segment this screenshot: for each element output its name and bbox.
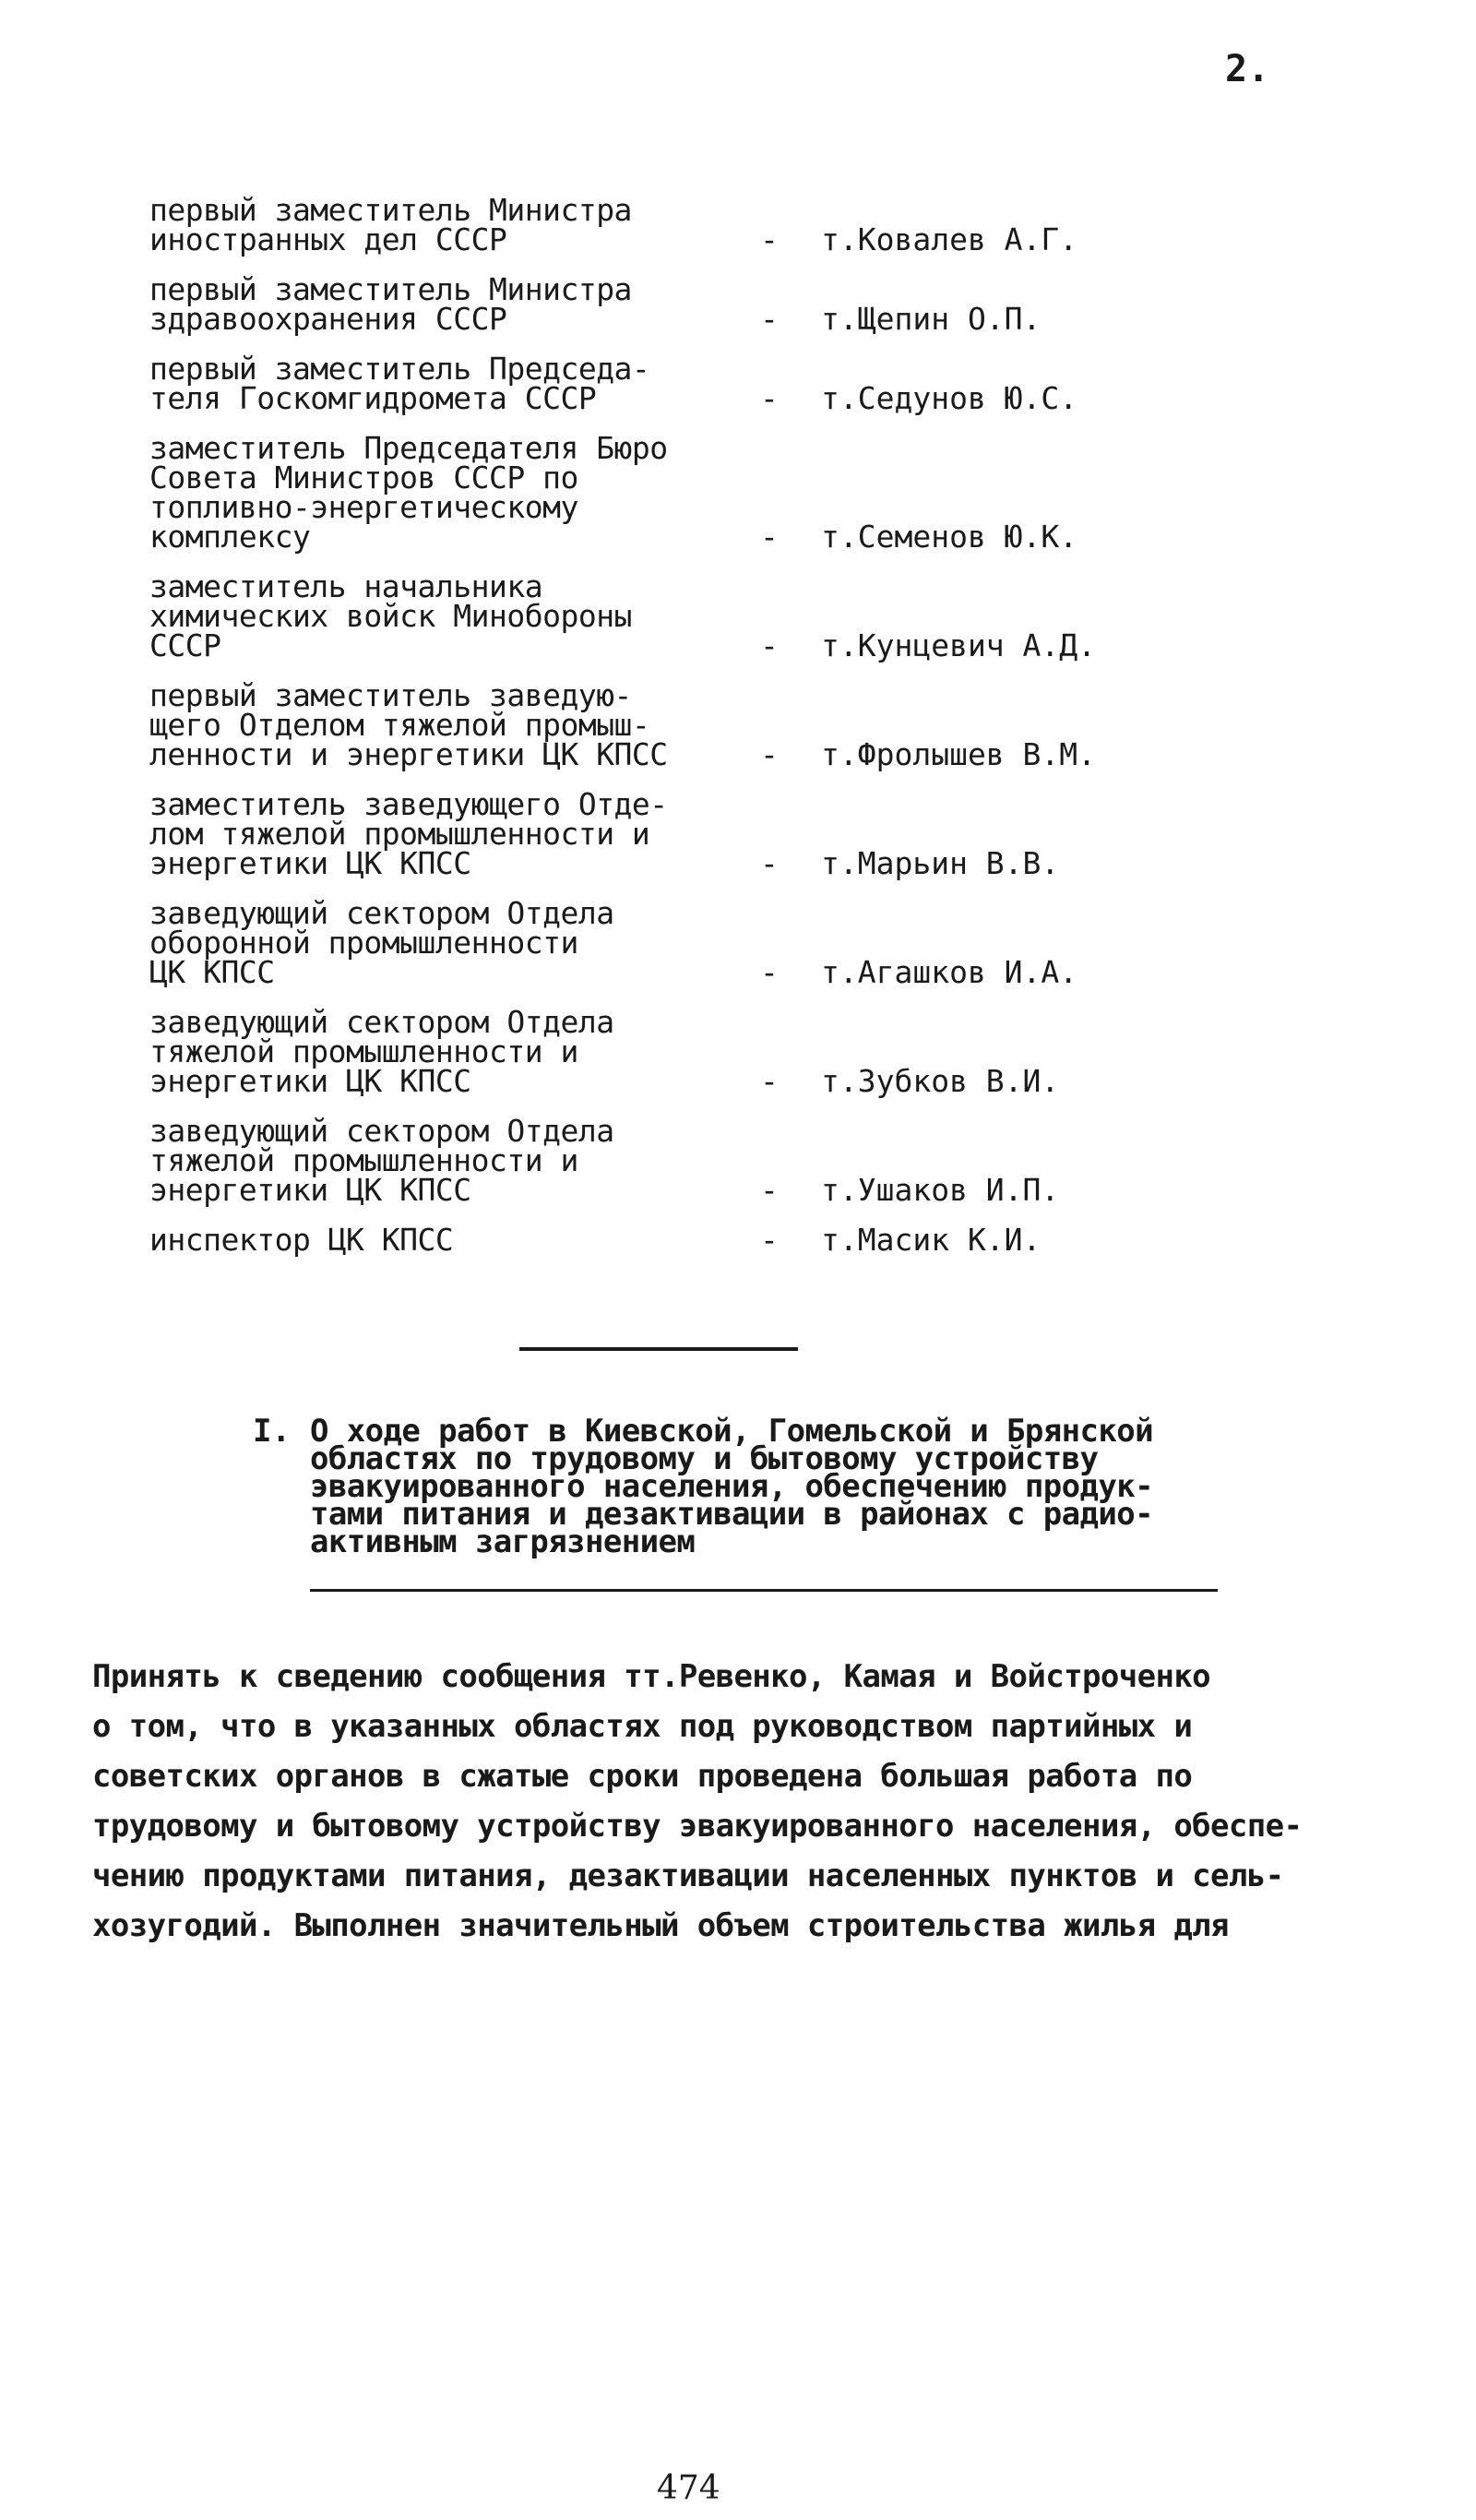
attendee-position: первый заместитель Министра здравоохранения СССР — [149, 271, 632, 337]
attendee-position: заведующий сектором Отдела тяжелой промышленности и энергетики ЦК КПСС — [149, 1004, 614, 1099]
agenda-item-title: О ходе работ в Киевской, Гомельской и Брянской областях по трудовому и бытовому устройству эвакуированного населения, обеспечению продук- тами питания и дезактивации в районах с радио- активным загрязнением — [310, 1413, 1154, 1560]
agenda-item-number: I. — [253, 1413, 291, 1450]
section-separator — [519, 1347, 798, 1351]
attendee-position: заведующий сектором Отдела оборонной промышленности ЦК КПСС — [149, 895, 614, 990]
attendee-name: т.Семенов Ю.К. — [821, 519, 1078, 555]
attendee-name: т.Фролышев В.М. — [821, 736, 1097, 772]
attendee-position: заместитель Председателя Бюро Совета Министров СССР по топливно-энергетическому комплексу — [149, 430, 668, 555]
attendee-name: т.Ушаков И.П. — [821, 1172, 1060, 1208]
attendee-name: т.Марьин В.В. — [821, 845, 1060, 881]
attendee-dash: - — [760, 1222, 779, 1258]
attendee-name: т.Щепин О.П. — [821, 301, 1042, 337]
attendee-row — [149, 351, 1303, 416]
attendee-dash: - — [760, 954, 779, 990]
attendee-position: заместитель начальника химических войск Минобороны СССР — [149, 568, 632, 663]
attendee-dash: - — [760, 736, 779, 772]
agenda-item — [253, 1413, 1231, 1560]
attendee-row — [149, 1222, 1303, 1258]
attendee-row — [149, 430, 1303, 555]
attendee-name: т.Масик К.И. — [821, 1222, 1042, 1258]
attendee-position: заместитель заведующего Отде- лом тяжелой промышленности и энергетики ЦК КПСС — [149, 786, 668, 881]
attendee-row — [149, 568, 1303, 663]
attendee-row — [149, 1113, 1303, 1208]
attendee-name: т.Кунцевич А.Д. — [821, 627, 1097, 663]
attendee-row — [149, 677, 1303, 772]
attendee-row — [149, 192, 1303, 257]
attendee-row — [149, 786, 1303, 881]
attendee-dash: - — [760, 1063, 779, 1099]
attendee-name: т.Седунов Ю.С. — [821, 380, 1078, 416]
attendee-dash: - — [760, 845, 779, 881]
attendee-dash: - — [760, 519, 779, 555]
attendee-position: заведующий сектором Отдела тяжелой промышленности и энергетики ЦК КПСС — [149, 1113, 614, 1208]
attendee-name: т.Ковалев А.Г. — [821, 221, 1078, 257]
attendee-list — [149, 192, 1303, 1275]
attendee-position: первый заместитель Председа- теля Госкомгидромета СССР — [149, 351, 650, 416]
resolution-paragraph: Принять к сведению сообщения тт.Ревенко, Камая и Войстроченко о том, что в указанных областях под руководством партийных и советских органов в сжатые сроки проведена большая работа по трудовому и бытовому устройству эвакуированного населения, обеспе- чению продуктами питания, дезактивации населенных пунктов и сель- хозугодий. Выполнен значительный объем строительства жилья для — [92, 1658, 1303, 1944]
archive-page-number: 474 — [657, 2469, 720, 2507]
attendee-position: первый заместитель Министра иностранных дел СССР — [149, 192, 632, 257]
attendee-position: первый заместитель заведую- щего Отделом тяжелой промыш- ленности и энергетики ЦК КПСС — [149, 677, 668, 772]
page-number: 2. — [1225, 48, 1270, 90]
attendee-dash: - — [760, 1172, 779, 1208]
attendee-dash: - — [760, 221, 779, 257]
attendee-dash: - — [760, 627, 779, 663]
attendee-row — [149, 895, 1303, 990]
attendee-position: инспектор ЦК КПСС — [149, 1222, 454, 1258]
attendee-dash: - — [760, 380, 779, 416]
attendee-name: т.Зубков В.И. — [821, 1063, 1060, 1099]
attendee-row — [149, 271, 1303, 337]
agenda-title-underline — [310, 1589, 1218, 1592]
attendee-row — [149, 1004, 1303, 1099]
attendee-dash: - — [760, 301, 779, 337]
attendee-name: т.Агашков И.А. — [821, 954, 1078, 990]
